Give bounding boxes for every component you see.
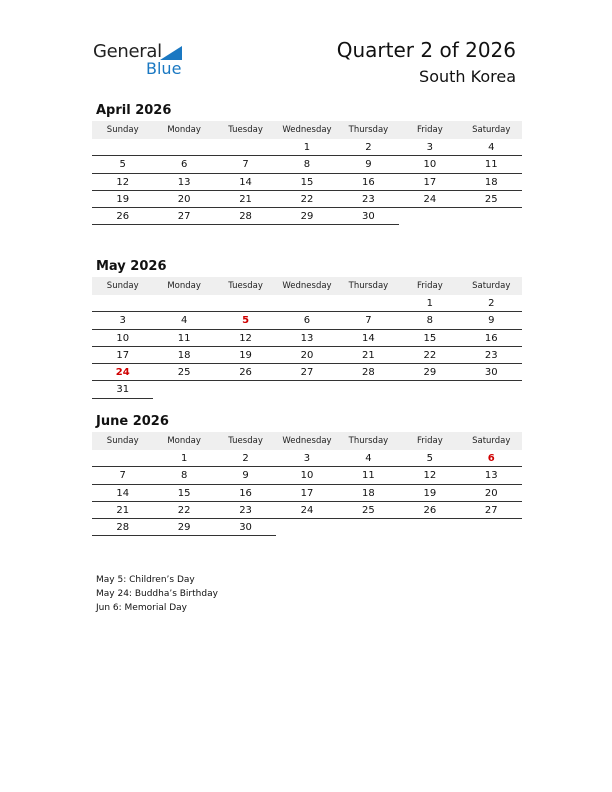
- day-cell: 11: [338, 467, 399, 484]
- day-cell: 14: [215, 174, 276, 191]
- day-cell: 4: [153, 312, 214, 329]
- day-cell: 21: [215, 191, 276, 208]
- day-cell: 15: [153, 485, 214, 502]
- logo-general-text: General: [93, 41, 162, 62]
- day-header: Tuesday: [215, 432, 276, 450]
- logo-triangle-icon: [160, 46, 182, 60]
- empty-day-cell: [461, 381, 522, 398]
- day-cell: 4: [461, 139, 522, 156]
- day-cell: 19: [215, 347, 276, 364]
- day-header: Wednesday: [276, 277, 337, 295]
- calendar-grid: [92, 277, 522, 399]
- day-cell: 30: [215, 519, 276, 536]
- day-cell: 14: [92, 485, 153, 502]
- holiday-note: May 24: Buddha’s Birthday: [96, 589, 218, 599]
- empty-day-cell: [399, 381, 460, 398]
- day-cell: 21: [338, 347, 399, 364]
- day-header: Friday: [399, 432, 460, 450]
- day-header: Thursday: [338, 121, 399, 139]
- empty-day-cell: [153, 139, 214, 156]
- month-calendar-june: [92, 414, 522, 536]
- day-cell: 18: [153, 347, 214, 364]
- logo-blue-text: Blue: [146, 59, 182, 78]
- day-header: Saturday: [461, 277, 522, 295]
- calendar-grid: [92, 432, 522, 536]
- day-cell: 6: [153, 156, 214, 173]
- day-cell: 4: [338, 450, 399, 467]
- holiday-notes: [96, 573, 218, 615]
- month-title: April 2026: [96, 103, 172, 118]
- day-cell: 28: [92, 519, 153, 536]
- month-calendar-april: [92, 103, 522, 225]
- day-cell: 2: [338, 139, 399, 156]
- day-cell: 19: [92, 191, 153, 208]
- day-cell: 1: [276, 139, 337, 156]
- day-cell: 21: [92, 502, 153, 519]
- day-cell: 25: [153, 364, 214, 381]
- day-cell: 26: [399, 502, 460, 519]
- day-cell: 7: [215, 156, 276, 173]
- day-cell: 5: [399, 450, 460, 467]
- day-cell: 7: [92, 467, 153, 484]
- day-cell: 31: [92, 381, 153, 398]
- empty-day-cell: [276, 381, 337, 398]
- day-header: Sunday: [92, 432, 153, 450]
- day-cell: 10: [92, 330, 153, 347]
- day-cell: 8: [399, 312, 460, 329]
- empty-day-cell: [276, 295, 337, 312]
- day-header: Saturday: [461, 432, 522, 450]
- day-cell: 20: [461, 485, 522, 502]
- empty-day-cell: [215, 139, 276, 156]
- month-title: May 2026: [96, 259, 167, 274]
- day-cell: 9: [215, 467, 276, 484]
- day-cell: 15: [399, 330, 460, 347]
- day-cell: 16: [338, 174, 399, 191]
- day-cell: 1: [153, 450, 214, 467]
- day-cell: 13: [153, 174, 214, 191]
- day-header: Friday: [399, 121, 460, 139]
- day-cell: 29: [399, 364, 460, 381]
- day-cell: 26: [92, 208, 153, 225]
- day-cell: 5: [92, 156, 153, 173]
- day-cell: 17: [276, 485, 337, 502]
- day-cell: 9: [461, 312, 522, 329]
- empty-day-cell: [461, 519, 522, 536]
- empty-day-cell: [399, 208, 460, 225]
- page-title: Quarter 2 of 2026: [336, 38, 516, 62]
- empty-day-cell: [338, 295, 399, 312]
- day-cell: 27: [153, 208, 214, 225]
- empty-day-cell: [276, 519, 337, 536]
- day-cell: 11: [153, 330, 214, 347]
- day-header: Wednesday: [276, 121, 337, 139]
- month-calendar-may: [92, 259, 522, 399]
- holiday-note: May 5: Children’s Day: [96, 575, 195, 585]
- day-header: Monday: [153, 121, 214, 139]
- day-cell: 23: [338, 191, 399, 208]
- day-header: Saturday: [461, 121, 522, 139]
- day-cell: 22: [153, 502, 214, 519]
- day-cell: 3: [399, 139, 460, 156]
- day-cell: 6: [276, 312, 337, 329]
- day-cell: 9: [338, 156, 399, 173]
- empty-day-cell: [338, 519, 399, 536]
- day-cell: 20: [276, 347, 337, 364]
- empty-day-cell: [92, 295, 153, 312]
- empty-day-cell: [92, 139, 153, 156]
- day-header: Thursday: [338, 432, 399, 450]
- day-cell: 10: [399, 156, 460, 173]
- day-cell: 6: [461, 450, 522, 467]
- day-cell: 17: [399, 174, 460, 191]
- day-cell: 28: [215, 208, 276, 225]
- day-cell: 25: [461, 191, 522, 208]
- day-cell: 3: [276, 450, 337, 467]
- empty-day-cell: [153, 295, 214, 312]
- day-cell: 22: [399, 347, 460, 364]
- empty-day-cell: [461, 208, 522, 225]
- day-cell: 2: [215, 450, 276, 467]
- day-cell: 14: [338, 330, 399, 347]
- day-cell: 16: [461, 330, 522, 347]
- day-header: Monday: [153, 432, 214, 450]
- month-title: June 2026: [96, 414, 169, 429]
- day-header: Sunday: [92, 277, 153, 295]
- day-header: Monday: [153, 277, 214, 295]
- day-cell: 30: [338, 208, 399, 225]
- day-header: Sunday: [92, 121, 153, 139]
- empty-day-cell: [215, 295, 276, 312]
- day-cell: 24: [276, 502, 337, 519]
- day-cell: 24: [92, 364, 153, 381]
- empty-day-cell: [215, 381, 276, 398]
- day-cell: 27: [461, 502, 522, 519]
- day-header: Friday: [399, 277, 460, 295]
- day-cell: 12: [399, 467, 460, 484]
- day-header: Thursday: [338, 277, 399, 295]
- day-header: Wednesday: [276, 432, 337, 450]
- day-cell: 19: [399, 485, 460, 502]
- day-cell: 17: [92, 347, 153, 364]
- day-cell: 27: [276, 364, 337, 381]
- day-cell: 7: [338, 312, 399, 329]
- day-cell: 8: [276, 156, 337, 173]
- empty-day-cell: [92, 450, 153, 467]
- day-cell: 25: [338, 502, 399, 519]
- day-cell: 12: [92, 174, 153, 191]
- empty-day-cell: [338, 381, 399, 398]
- day-cell: 3: [92, 312, 153, 329]
- day-cell: 29: [276, 208, 337, 225]
- day-cell: 16: [215, 485, 276, 502]
- day-cell: 11: [461, 156, 522, 173]
- day-cell: 15: [276, 174, 337, 191]
- day-header: Tuesday: [215, 277, 276, 295]
- day-cell: 22: [276, 191, 337, 208]
- day-cell: 1: [399, 295, 460, 312]
- day-cell: 18: [461, 174, 522, 191]
- holiday-note: Jun 6: Memorial Day: [96, 603, 187, 613]
- day-cell: 23: [215, 502, 276, 519]
- day-cell: 10: [276, 467, 337, 484]
- empty-day-cell: [153, 381, 214, 398]
- day-cell: 8: [153, 467, 214, 484]
- logo: [93, 41, 203, 81]
- day-cell: 24: [399, 191, 460, 208]
- calendar-grid: [92, 121, 522, 225]
- day-cell: 29: [153, 519, 214, 536]
- day-cell: 13: [461, 467, 522, 484]
- empty-day-cell: [399, 519, 460, 536]
- page-subtitle: South Korea: [419, 67, 516, 86]
- day-cell: 23: [461, 347, 522, 364]
- day-cell: 5: [215, 312, 276, 329]
- day-cell: 12: [215, 330, 276, 347]
- day-cell: 13: [276, 330, 337, 347]
- day-header: Tuesday: [215, 121, 276, 139]
- day-cell: 30: [461, 364, 522, 381]
- day-cell: 2: [461, 295, 522, 312]
- day-cell: 26: [215, 364, 276, 381]
- day-cell: 18: [338, 485, 399, 502]
- day-cell: 28: [338, 364, 399, 381]
- day-cell: 20: [153, 191, 214, 208]
